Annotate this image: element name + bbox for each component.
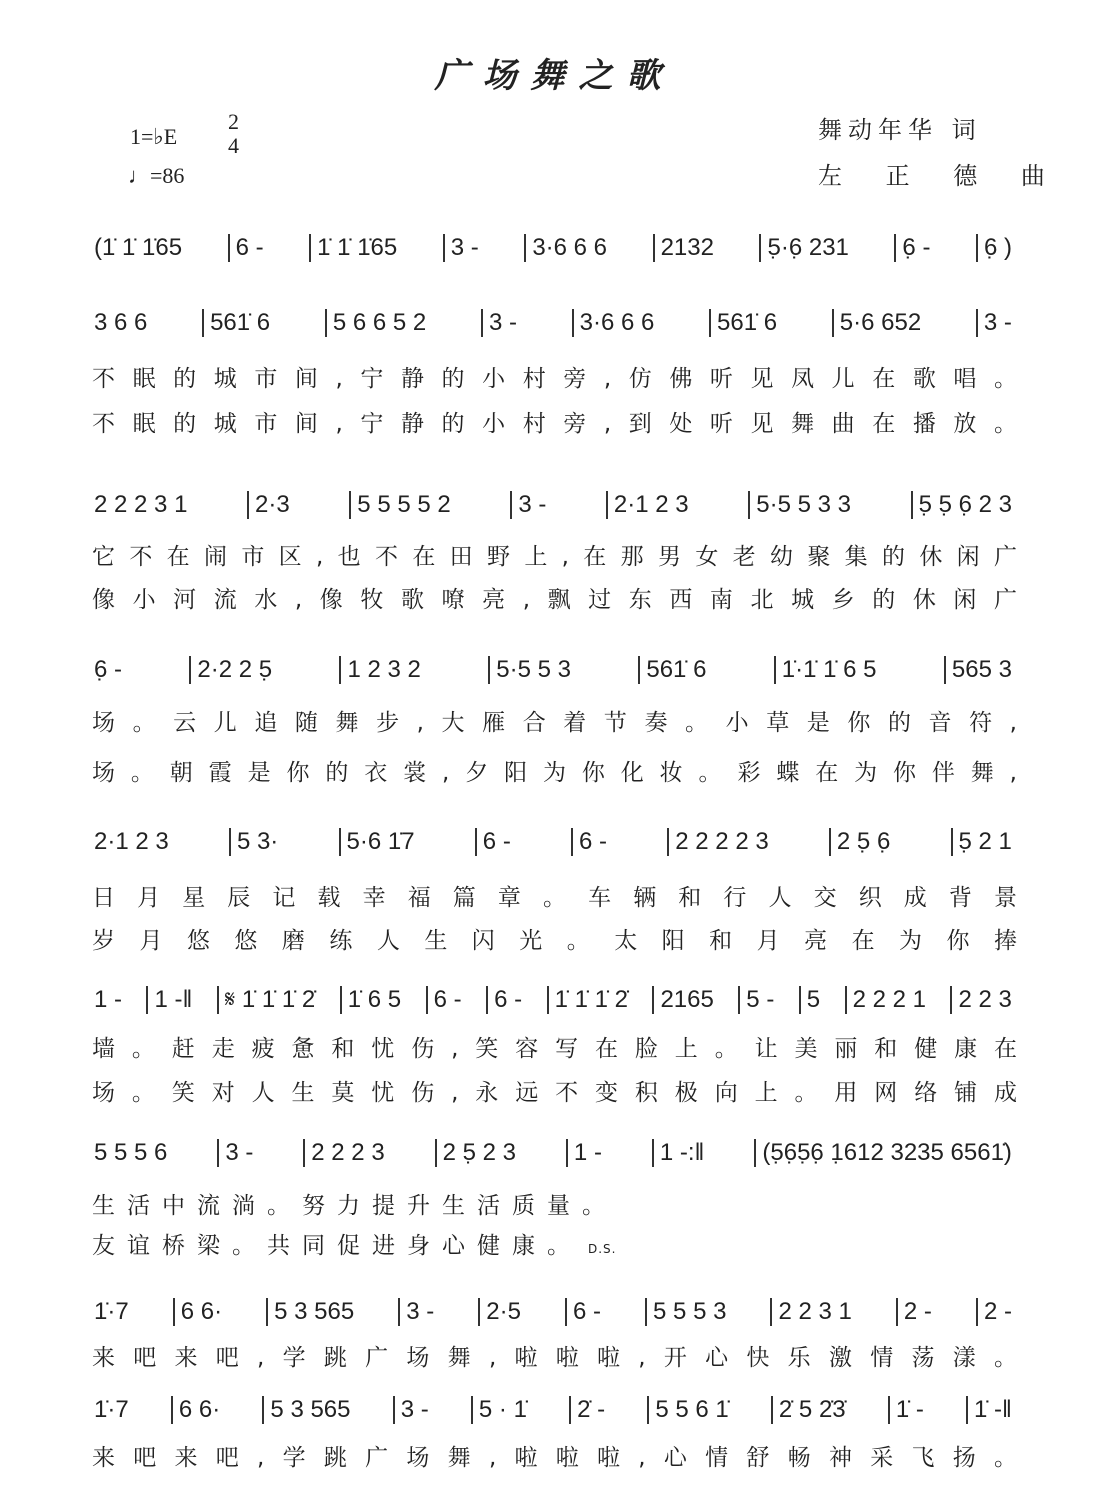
- lyric-text: 来吧来吧,学跳广场舞,啦啦啦,心情舒畅神采飞扬。: [92, 1445, 1017, 1471]
- lyric-text: 岁月悠悠磨练人生闪光。太阳和月亮在为你捧: [92, 928, 1017, 954]
- lyric-line: [92, 538, 1017, 571]
- time-signature-top: 2: [228, 109, 239, 134]
- measure: 6 -: [228, 234, 270, 262]
- measure: 5 5 5 3: [645, 1298, 732, 1326]
- measure: 3 -: [393, 1396, 435, 1424]
- lyric-text: 场。朝霞是你的衣裳,夕阳为你化妆。彩蝶在为你伴舞,: [92, 760, 1017, 786]
- time-signature: [228, 110, 239, 158]
- measure: 5 6 6 5 2: [325, 309, 432, 337]
- lyric-text: 场。云儿追随舞步,大雁合着节奏。小草是你的音符,: [92, 710, 1017, 736]
- lyric-line: [92, 1030, 1017, 1063]
- measure: 6 -: [565, 1298, 607, 1326]
- measure: 2132: [653, 234, 720, 262]
- measure: 1̇·1̇ 1̇ 6 5: [774, 656, 883, 684]
- measure: 5 3·: [229, 828, 284, 856]
- measure: 1 -: [94, 986, 123, 1013]
- measure: 2·1 2 3: [94, 828, 169, 855]
- measure: 2 2 2 1: [845, 986, 932, 1014]
- measure: 6 -: [486, 986, 528, 1014]
- measure: 6 -: [426, 986, 468, 1014]
- measure: 2·2 2 5̣: [189, 656, 278, 684]
- tempo-marking: ♩=86: [128, 163, 185, 188]
- notation-line: [88, 232, 1018, 264]
- measure: 5: [799, 986, 826, 1014]
- measure: 1̇ 1̇ 1̇ 2̇: [547, 986, 634, 1014]
- measure: 2 5̣ 2 3: [435, 1139, 522, 1167]
- measure: 1 -:‖: [652, 1139, 711, 1167]
- lyric-text: 墙。赶走疲惫和忧伤,笑容写在脸上。让美丽和健康在: [92, 1036, 1017, 1062]
- measure: 1 2 3 2: [339, 656, 426, 684]
- measure: 5·6 652: [832, 309, 927, 337]
- measure: 3·6 6 6: [524, 234, 613, 262]
- measure: 2165: [652, 986, 719, 1014]
- measure: 5 5 6 1̇: [647, 1396, 734, 1424]
- measure: 5 3 565: [262, 1396, 356, 1424]
- lyricist-credit: 舞动年华 词: [818, 116, 982, 144]
- lyric-line: [92, 1339, 1017, 1372]
- lyric-text: 场。笑对人生莫忧伤,永远不变积极向上。用网络铺成: [92, 1080, 1017, 1106]
- measure: (1̇ 1̇ 1̇65: [94, 234, 183, 261]
- measure: 2̇ 5 2̇3̇: [771, 1396, 852, 1424]
- lyric-line: [92, 754, 1017, 787]
- lyric-line: [92, 405, 1017, 438]
- notation-line: [88, 826, 1018, 858]
- lyric-text: 不眠的城市间,宁静的小村旁,仿佛听见凤儿在歌唱。: [92, 366, 1017, 392]
- measure: 6̣ -: [94, 656, 123, 683]
- measure: 1 -: [566, 1139, 608, 1167]
- lyric-text: 来吧来吧,学跳广场舞,啦啦啦,开心快乐激情荡漾。: [92, 1345, 1017, 1371]
- measure: 5 5 5 6: [94, 1139, 168, 1166]
- measure: 1 -‖: [146, 986, 198, 1014]
- measure: 3 -: [481, 309, 523, 337]
- measure: 2 -: [976, 1298, 1018, 1326]
- measure: 5·5 5 3: [488, 656, 577, 684]
- measure: 3·6 6 6: [572, 309, 661, 337]
- measure: 1̇ 1̇ 1̇65: [309, 234, 403, 262]
- lyric-line: [92, 360, 1017, 393]
- measure: 1̇ -: [888, 1396, 930, 1424]
- measure: 1̇ 6 5: [340, 986, 407, 1014]
- measure: (5̣6̣5̣6̣ 1̣612 3235 6561̇): [754, 1139, 1018, 1167]
- lyric-line: [92, 1227, 1017, 1260]
- notation-line: [88, 489, 1018, 521]
- lyric-line: [92, 922, 1017, 955]
- measure: 3 -: [976, 309, 1018, 337]
- measure: 𝄋 1̇ 1̇ 1̇ 2̇: [217, 986, 321, 1014]
- lyric-text: 像小河流水,像牧歌嘹亮,飘过东西南北城乡的休闲广: [92, 587, 1017, 613]
- notation-line: [88, 1137, 1018, 1169]
- measure: 5·5 5 3 3: [748, 491, 857, 519]
- measure: 3 -: [217, 1139, 259, 1167]
- lyric-line: [92, 1439, 1017, 1472]
- measure: 3 -: [510, 491, 552, 519]
- lyric-text: 生活中流淌。努力提升生活质量。: [92, 1193, 617, 1219]
- measure: 6̣ ): [976, 234, 1018, 262]
- lyric-line: [92, 879, 1017, 912]
- notation-line: [88, 654, 1018, 686]
- measure: 3 6 6: [94, 309, 148, 336]
- measure: 2 -: [896, 1298, 938, 1326]
- measure: 2·1 2 3: [606, 491, 695, 519]
- lyric-text: 日月星辰记载幸福篇章。车辆和行人交织成背景: [92, 885, 1017, 911]
- song-title: 广场舞之歌: [434, 56, 675, 96]
- measure: 6 -: [475, 828, 517, 856]
- notation-line: [88, 984, 1018, 1016]
- measure: 2 2 2 2 3: [667, 828, 774, 856]
- lyric-text: 不眠的城市间,宁静的小村旁,到处听见舞曲在播放。: [92, 411, 1017, 437]
- measure: 5 -: [738, 986, 780, 1014]
- measure: 5 · 1̇: [471, 1396, 533, 1424]
- time-signature-bottom: 4: [228, 133, 239, 158]
- measure: 2 2 3: [950, 986, 1017, 1014]
- lyric-line: [92, 581, 1017, 614]
- measure: 561̇ 6: [638, 656, 712, 684]
- measure: 1̇·7: [94, 1298, 129, 1325]
- measure: 5̣·6̣ 231: [759, 234, 854, 262]
- measure: 561̇ 6: [709, 309, 783, 337]
- measure: 6 6·: [171, 1396, 226, 1424]
- measure: 565 3: [944, 656, 1018, 684]
- measure: 6 -: [571, 828, 613, 856]
- key-signature: 1=♭E: [130, 124, 178, 149]
- notation-line: [88, 1296, 1018, 1328]
- measure: 6̣ -: [894, 234, 936, 262]
- measure: 2·3: [247, 491, 296, 519]
- measure: 2 2 2 3: [303, 1139, 390, 1167]
- measure: 2·5: [478, 1298, 527, 1326]
- notation-line: [88, 1394, 1018, 1426]
- measure: 2 2 3 1: [770, 1298, 857, 1326]
- measure: 1̇·7: [94, 1396, 129, 1423]
- lyric-text: 它不在闹市区,也不在田野上,在那男女老幼聚集的休闲广: [92, 544, 1017, 570]
- notation-line: [88, 307, 1018, 339]
- measure: 1̇ -‖: [966, 1396, 1018, 1424]
- measure: 3 -: [398, 1298, 440, 1326]
- measure: 5̣ 5̣ 6̣ 2 3: [911, 491, 1018, 519]
- measure: 5·6 1̇7: [339, 828, 421, 856]
- measure: 2̇ -: [569, 1396, 611, 1424]
- dal-segno-marking: D.S.: [588, 1242, 617, 1256]
- measure: 3 -: [443, 234, 485, 262]
- lyric-text: 友谊桥梁。共同促进身心健康。: [92, 1233, 582, 1259]
- measure: 6 6·: [173, 1298, 228, 1326]
- measure: 561̇ 6: [202, 309, 276, 337]
- lyric-line: [92, 1074, 1017, 1107]
- measure: 5 5 5 5 2: [349, 491, 456, 519]
- measure: 2 5̣ 6̣: [829, 828, 896, 856]
- measure: 5̣ 2 1: [951, 828, 1018, 856]
- lyric-line: [92, 1187, 1017, 1220]
- measure: 2 2 2 3 1: [94, 491, 188, 518]
- measure: 5 3 565: [266, 1298, 360, 1326]
- composer-credit: 左 正 德 曲: [818, 162, 1063, 190]
- lyric-line: [92, 704, 1017, 737]
